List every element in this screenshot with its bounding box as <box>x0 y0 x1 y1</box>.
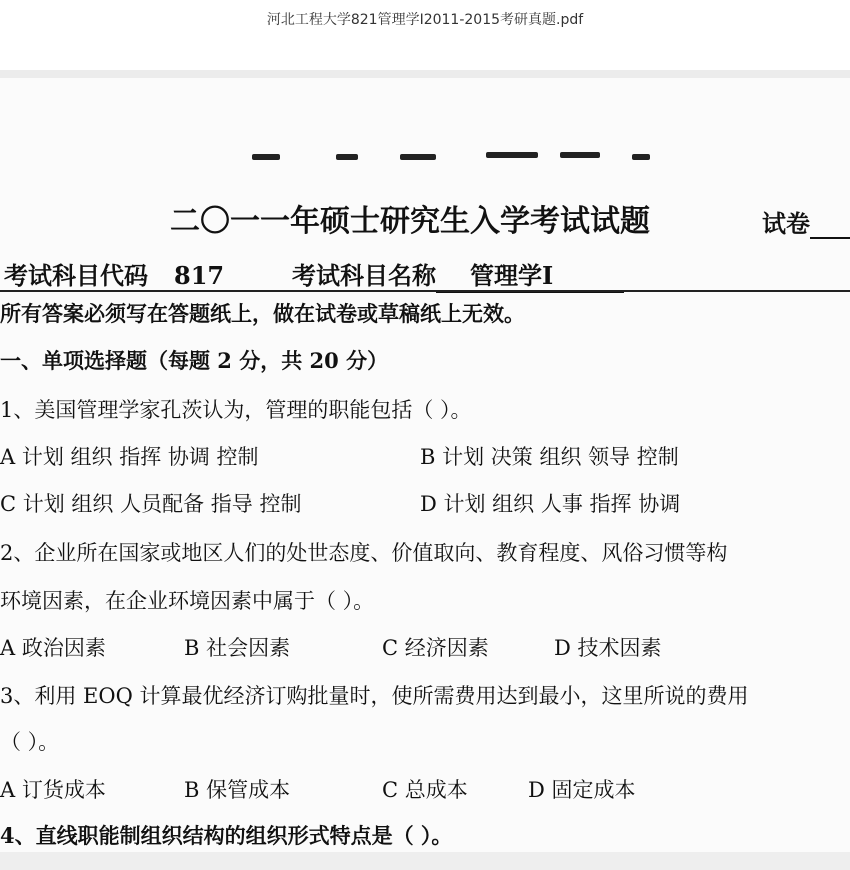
q3-option-b: B 保管成本 <box>184 778 291 802</box>
q4-stem: 4、直线职能制组织结构的组织形式特点是（ ）。 <box>0 823 453 848</box>
q3-option-c: C 总成本 <box>382 778 468 802</box>
paper-label <box>762 204 850 239</box>
q3-stem-line2: （ ）。 <box>0 730 60 754</box>
q1-option-d: D 计划 组织 人事 指挥 协调 <box>420 492 681 516</box>
bottom-divider <box>0 852 850 870</box>
q1-option-a: A 计划 组织 指挥 协调 控制 <box>0 445 259 469</box>
q2-stem-line1: 2、企业所在国家或地区人们的处世态度、价值取向、教育程度、风俗习惯等构 <box>0 541 728 565</box>
q2-stem-line2: 环境因素，在企业环境因素中属于（ ）。 <box>0 589 375 613</box>
notice-text: 所有答案必须写在答题纸上，做在试卷或草稿纸上无效。 <box>0 301 525 326</box>
section-title: 一、单项选择题（每题 2 分，共 20 分） <box>0 348 389 373</box>
q2-option-c: C 经济因素 <box>382 636 489 660</box>
paper-label-text: 试卷 <box>762 209 810 238</box>
q3-stem-line1: 3、利用 EOQ 计算最优经济订购批量时，使所需费用达到最小，这里所说的费用 <box>0 684 749 708</box>
subject-code: 817 <box>148 261 276 292</box>
q2-option-a: A 政治因素 <box>0 636 106 660</box>
q2-option-d: D 技术因素 <box>554 636 662 660</box>
info-rule <box>0 290 850 292</box>
subject-name: 管理学Ⅰ <box>436 256 624 293</box>
subject-code-label: 考试科目代码 <box>4 261 148 290</box>
paper-label-blank <box>810 215 850 239</box>
q2-option-b: B 社会因素 <box>184 636 291 660</box>
q1-option-c: C 计划 组织 人员配备 指导 控制 <box>0 492 302 516</box>
subject-info-line <box>4 256 624 293</box>
exam-title: 二〇一一年硕士研究生入学考试试题 <box>170 204 650 239</box>
document-filename: 河北工程大学821管理学Ⅰ2011-2015考研真题.pdf <box>266 12 584 28</box>
q1-option-b: B 计划 决策 组织 领导 控制 <box>420 445 679 469</box>
subject-name-label: 考试科目名称 <box>292 261 436 290</box>
q3-option-a: A 订货成本 <box>0 778 106 802</box>
header-divider <box>0 70 850 78</box>
pdf-page[interactable] <box>0 78 850 852</box>
q1-stem: 1、美国管理学家孔茨认为，管理的职能包括（ ）。 <box>0 398 472 422</box>
viewer-header <box>0 0 850 70</box>
q3-option-d: D 固定成本 <box>528 778 636 802</box>
